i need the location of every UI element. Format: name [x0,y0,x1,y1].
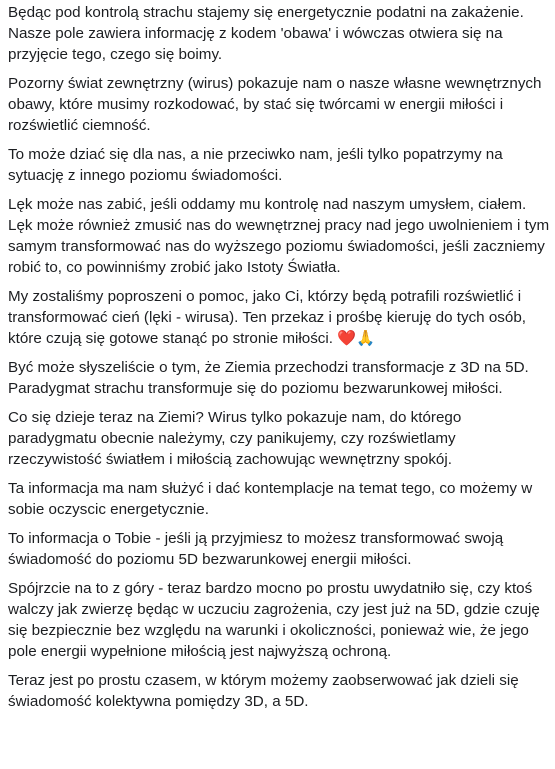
post-paragraph: Być może słyszeliście o tym, że Ziemia przechodzi transformacje z 3D na 5D. Paradygmat strachu transformuje się do poziomu bezwarunkowej miłości. [8,359,529,397]
heart-icon: ❤️ [337,329,357,347]
post-paragraph-text: My zostaliśmy poproszeni o pomoc, jako Ci, którzy będą potrafili rozświetlić i transformować cień (lęki - wirusa). Ten przekaz i prośbę kieruję do tych osób, które czują się gotowe stanąć po stronie miłości. [8,288,526,347]
post-paragraph: Pozorny świat zewnętrzny (wirus) pokazuje nam o nasze własne wewnętrznych obawy, które musimy rozkodować, by stać się twórcami w energii miłości i rozświetlić ciemność. [8,75,542,134]
post-paragraph: Teraz jest po prostu czasem, w którym możemy zaobserwować jak dzieli się świadomość kolektywna pomiędzy 3D, a 5D. [8,672,519,710]
post-paragraph: Będąc pod kontrolą strachu stajemy się energetycznie podatni na zakażenie. Nasze pole zawiera informację z kodem 'obawa' i wówczas otwiera się na przyjęcie tego, czego się boimy. [8,4,524,63]
post-paragraph: To informacja o Tobie - jeśli ją przyjmiesz to możesz transformować swoją świadomość do poziomu 5D bezwarunkowej energii miłości. [8,530,504,568]
post-paragraph: Spójrzcie na to z góry - teraz bardzo mocno po prostu uwydatniło się, czy ktoś walczy jak zwierzę będąc w uczuciu zagrożenia, czy jest już na 5D, gdzie czuję się bezpiecznie bez względu na warunki i okoliczności, ponieważ wie, że jego pole energii wypełnione miłością jest najwyższą ochroną. [8,580,540,660]
post-paragraph: Co się dzieje teraz na Ziemi? Wirus tylko pokazuje nam, do którego paradygmatu obecnie należymy, czy panikujemy, czy rozświetlamy rzeczywistość światłem i miłością zachowując wewnętrzny spokój. [8,409,462,468]
post-paragraph: Ta informacja ma nam służyć i dać kontemplacje na temat tego, co możemy w sobie oczyscic energetycznie. [8,480,533,518]
post-paragraph: To może dziać się dla nas, a nie przeciwko nam, jeśli tylko popatrzymy na sytuację z innego poziomu świadomości. [8,146,503,184]
post-body [8,2,553,720]
post-paragraph: Lęk może nas zabić, jeśli oddamy mu kontrolę nad naszym umysłem, ciałem. Lęk może również zmusić nas do wewnętrznej pracy nad jego uwolnieniem i tym samym transformować nas do wyższego poziomu świadomości, jeśli zaczniemy robić to, co powinniśmy zrobić jako Istoty Światła. [8,196,550,276]
post-paragraph [8,286,553,349]
praying-hands-icon: 🙏 [356,329,376,347]
